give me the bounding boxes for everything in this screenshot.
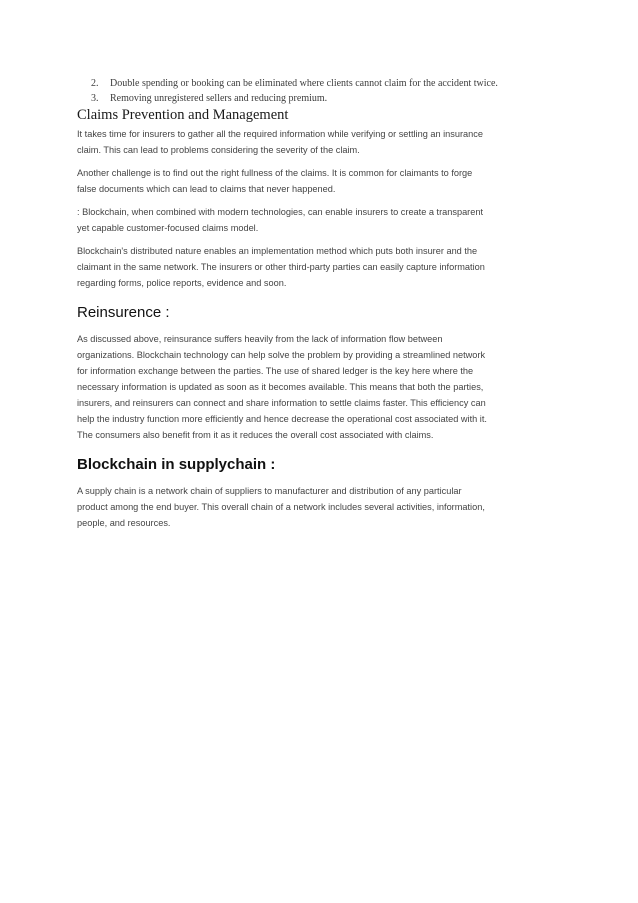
text-line: false documents which can lead to claims that never happened. xyxy=(77,184,336,194)
list-item-text: Removing unregistered sellers and reducing premium. xyxy=(110,93,328,104)
text-line: yet capable customer-focused claims model. xyxy=(77,223,259,233)
claims-heading: Claims Prevention and Management xyxy=(77,107,289,123)
claims-paragraph-1 xyxy=(77,126,563,158)
reinsurance-paragraph xyxy=(77,331,563,443)
list-item-number: 2. xyxy=(91,78,99,89)
text-line: The consumers also benefit from it as it reduces the overall cost associated with claims. xyxy=(77,430,434,440)
claims-paragraph-3 xyxy=(77,204,563,236)
text-line: It takes time for insurers to gather all the required information while verifying or settling an insurance xyxy=(77,129,483,139)
list-item xyxy=(77,76,563,91)
text-line: : Blockchain, when combined with modern technologies, can enable insurers to create a transparent xyxy=(77,207,484,217)
text-line: As discussed above, reinsurance suffers heavily from the lack of information flow between xyxy=(77,334,443,344)
text-line: people, and resources. xyxy=(77,518,171,528)
list-item-text: Double spending or booking can be eliminated where clients cannot claim for the accident twice. xyxy=(110,78,498,89)
text-line: Blockchain's distributed nature enables an implementation method which puts both insurer and the xyxy=(77,246,478,256)
list-item xyxy=(77,91,563,106)
claims-paragraph-2 xyxy=(77,165,563,197)
text-line: claimant in the same network. The insurers or other third-party parties can easily capture information xyxy=(77,262,485,272)
text-line: insurers, and reinsurers can connect and share information to settle claims faster. This efficiency can xyxy=(77,398,486,408)
reinsurance-heading: Reinsurence : xyxy=(77,304,170,321)
text-line: help the industry function more efficiently and hence decrease the operational cost associated with it. xyxy=(77,414,487,424)
claims-paragraph-4 xyxy=(77,243,563,291)
numbered-list xyxy=(77,76,563,106)
list-item-number: 3. xyxy=(91,93,99,104)
supplychain-paragraph xyxy=(77,483,563,531)
text-line: Another challenge is to find out the right fullness of the claims. It is common for claimants to forge xyxy=(77,168,473,178)
text-line: claim. This can lead to problems considering the severity of the claim. xyxy=(77,145,360,155)
text-line: organizations. Blockchain technology can help solve the problem by providing a streamlined network xyxy=(77,350,486,360)
supplychain-heading: Blockchain in supplychain : xyxy=(77,456,276,473)
text-line: regarding forms, police reports, evidence and soon. xyxy=(77,278,287,288)
page-content xyxy=(77,76,563,531)
text-line: for information exchange between the parties. The use of shared ledger is the key here where the xyxy=(77,366,474,376)
text-line: necessary information is updated as soon as it becomes available. This means that both the parties, xyxy=(77,382,484,392)
text-line: product among the end buyer. This overall chain of a network includes several activities, information, xyxy=(77,502,485,512)
text-line: A supply chain is a network chain of suppliers to manufacturer and distribution of any particular xyxy=(77,486,462,496)
